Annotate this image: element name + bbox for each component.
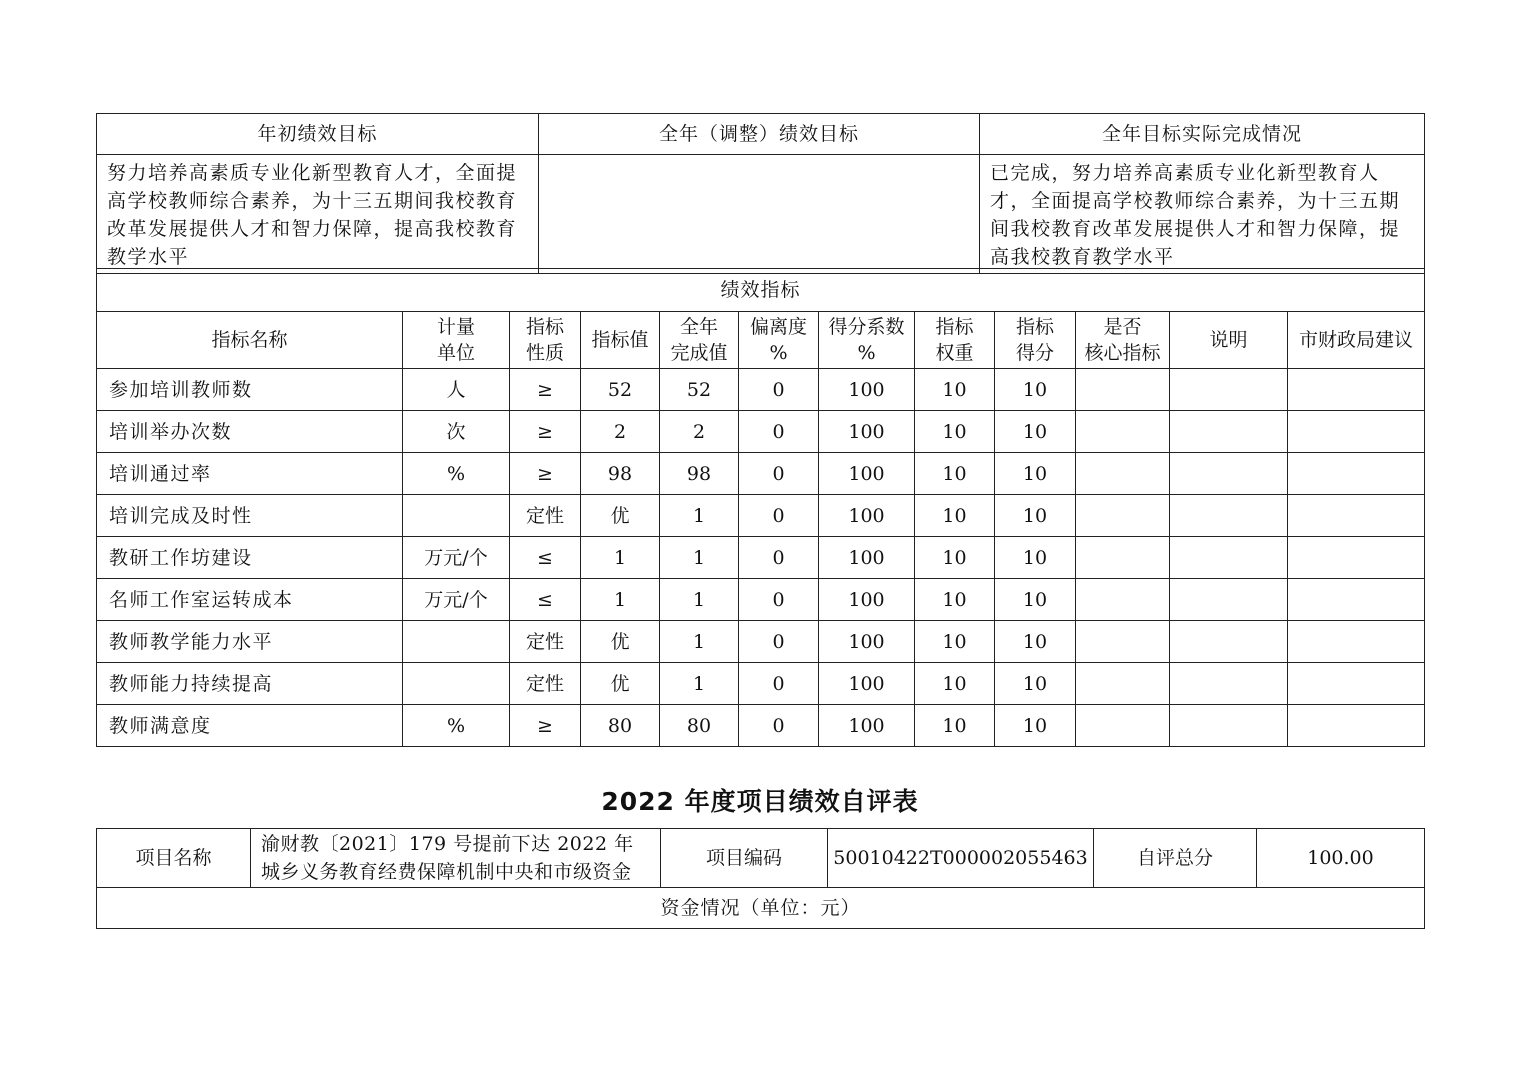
indicator-cell: 万元/个 — [403, 579, 510, 621]
indicator-cell: ≤ — [510, 537, 581, 579]
indicator-name: 教研工作坊建设 — [97, 537, 403, 579]
indicator-header-cell: 计量 单位 — [403, 312, 510, 369]
indicator-cell — [1170, 621, 1288, 663]
indicator-cell: 52 — [660, 369, 739, 411]
indicator-cell: 100 — [819, 369, 915, 411]
indicator-cell — [1170, 411, 1288, 453]
indicator-cell — [1076, 663, 1170, 705]
actual-completion-text: 已完成，努力培养高素质专业化新型教育人才，全面提高学校教师综合素养，为十三五期间我校教育改革发展提供人才和智力保障，提高我校教育教学水平 — [980, 155, 1425, 274]
indicator-cell: 10 — [915, 663, 995, 705]
indicator-cell — [1288, 663, 1425, 705]
indicator-name: 教师能力持续提高 — [97, 663, 403, 705]
indicator-cell: 2 — [581, 411, 660, 453]
indicator-cell: ≥ — [510, 369, 581, 411]
indicator-cell: 1 — [581, 537, 660, 579]
indicator-header-cell: 是否 核心指标 — [1076, 312, 1170, 369]
indicator-cell — [1076, 705, 1170, 747]
project-summary-table — [96, 828, 1425, 929]
indicator-cell: 100 — [819, 663, 915, 705]
indicator-cell: 100 — [819, 621, 915, 663]
indicator-cell: 10 — [995, 453, 1076, 495]
self-score-label: 自评总分 — [1094, 829, 1257, 888]
indicator-cell: 10 — [995, 369, 1076, 411]
indicator-cell: 10 — [995, 663, 1076, 705]
indicator-header-cell: 指标 性质 — [510, 312, 581, 369]
indicator-cell: 定性 — [510, 495, 581, 537]
indicator-cell: 52 — [581, 369, 660, 411]
indicator-cell: 1 — [581, 579, 660, 621]
indicator-cell — [1288, 411, 1425, 453]
indicator-cell — [403, 495, 510, 537]
indicator-cell: 80 — [660, 705, 739, 747]
indicator-cell: 98 — [660, 453, 739, 495]
indicator-cell: ≥ — [510, 453, 581, 495]
indicator-row — [97, 621, 1425, 663]
indicator-cell: 10 — [915, 537, 995, 579]
indicator-cell — [1170, 495, 1288, 537]
indicator-cell — [1288, 369, 1425, 411]
indicator-cell — [1288, 621, 1425, 663]
goals-table — [96, 113, 1425, 274]
indicator-cell: 10 — [995, 579, 1076, 621]
indicator-header-cell: 得分系数 % — [819, 312, 915, 369]
indicator-cell — [1170, 663, 1288, 705]
indicator-cell: 0 — [739, 411, 819, 453]
indicator-name: 培训完成及时性 — [97, 495, 403, 537]
indicator-cell: 优 — [581, 621, 660, 663]
indicators-header-row — [97, 312, 1425, 369]
indicator-cell — [1288, 495, 1425, 537]
adjusted-goal-text — [539, 155, 980, 274]
indicator-cell: 10 — [915, 579, 995, 621]
indicator-cell: 100 — [819, 537, 915, 579]
project-name-value: 渝财教〔2021〕179 号提前下达 2022 年城乡义务教育经费保障机制中央和市级资金 — [251, 829, 661, 888]
page-heading: 2022 年度项目绩效自评表 — [601, 787, 919, 816]
actual-completion-header: 全年目标实际完成情况 — [980, 114, 1425, 155]
indicator-cell — [1170, 369, 1288, 411]
indicator-cell: 10 — [915, 369, 995, 411]
indicator-cell: ≤ — [510, 579, 581, 621]
indicator-cell: 0 — [739, 705, 819, 747]
indicator-header-cell: 指标值 — [581, 312, 660, 369]
indicator-name: 教师满意度 — [97, 705, 403, 747]
indicator-cell: 98 — [581, 453, 660, 495]
indicator-cell — [1170, 705, 1288, 747]
indicator-cell: 1 — [660, 495, 739, 537]
indicator-row — [97, 705, 1425, 747]
indicator-cell: 0 — [739, 537, 819, 579]
indicator-cell: 优 — [581, 663, 660, 705]
indicator-cell: 1 — [660, 579, 739, 621]
indicator-cell: 0 — [739, 621, 819, 663]
indicator-cell: 0 — [739, 369, 819, 411]
indicator-cell: % — [403, 705, 510, 747]
indicator-cell: 定性 — [510, 621, 581, 663]
indicator-cell — [1076, 579, 1170, 621]
indicator-cell: 10 — [915, 621, 995, 663]
indicator-cell — [1288, 537, 1425, 579]
indicator-header-cell: 指标 权重 — [915, 312, 995, 369]
indicator-cell: ≥ — [510, 705, 581, 747]
indicator-cell: 人 — [403, 369, 510, 411]
indicator-header-cell: 指标 得分 — [995, 312, 1076, 369]
indicator-row — [97, 369, 1425, 411]
indicator-cell: 80 — [581, 705, 660, 747]
adjusted-goal-header: 全年（调整）绩效目标 — [539, 114, 980, 155]
indicator-cell — [1170, 579, 1288, 621]
indicator-cell: 10 — [915, 453, 995, 495]
indicators-table — [96, 268, 1425, 747]
indicator-cell: 0 — [739, 663, 819, 705]
indicator-cell: 0 — [739, 579, 819, 621]
indicator-cell: 万元/个 — [403, 537, 510, 579]
indicator-cell — [1170, 453, 1288, 495]
project-name-label: 项目名称 — [97, 829, 251, 888]
indicator-cell — [1076, 621, 1170, 663]
initial-goal-text: 努力培养高素质专业化新型教育人才，全面提高学校教师综合素养，为十三五期间我校教育改革发展提供人才和智力保障，提高我校教育教学水平 — [97, 155, 539, 274]
indicator-header-cell: 全年 完成值 — [660, 312, 739, 369]
indicator-cell: 100 — [819, 453, 915, 495]
indicator-row — [97, 663, 1425, 705]
indicator-cell: 1 — [660, 663, 739, 705]
indicator-cell: 100 — [819, 495, 915, 537]
indicator-cell — [403, 621, 510, 663]
indicator-cell: 10 — [995, 621, 1076, 663]
indicator-cell: 次 — [403, 411, 510, 453]
indicator-name: 培训通过率 — [97, 453, 403, 495]
indicator-header-cell: 指标名称 — [97, 312, 403, 369]
indicator-cell: 0 — [739, 453, 819, 495]
indicator-cell: 100 — [819, 705, 915, 747]
indicator-cell — [1076, 369, 1170, 411]
indicator-cell: 1 — [660, 537, 739, 579]
indicator-row — [97, 579, 1425, 621]
indicator-cell: 0 — [739, 495, 819, 537]
indicator-cell — [1076, 537, 1170, 579]
indicator-row — [97, 453, 1425, 495]
indicator-cell: 10 — [915, 495, 995, 537]
indicator-name: 培训举办次数 — [97, 411, 403, 453]
indicator-cell: 1 — [660, 621, 739, 663]
funds-label: 资金情况（单位：元） — [97, 888, 1425, 929]
indicator-cell — [1076, 495, 1170, 537]
indicator-header-cell: 市财政局建议 — [1288, 312, 1425, 369]
indicator-name: 参加培训教师数 — [97, 369, 403, 411]
indicator-cell — [1170, 537, 1288, 579]
indicator-cell: 10 — [995, 495, 1076, 537]
project-code-label: 项目编码 — [661, 829, 828, 888]
indicator-cell: 2 — [660, 411, 739, 453]
indicators-title: 绩效指标 — [97, 269, 1425, 312]
indicator-cell: 10 — [995, 537, 1076, 579]
indicator-cell — [1288, 579, 1425, 621]
indicators-body — [97, 369, 1425, 747]
indicator-cell: % — [403, 453, 510, 495]
indicator-row — [97, 411, 1425, 453]
indicator-row — [97, 537, 1425, 579]
indicator-cell: 优 — [581, 495, 660, 537]
indicator-cell: 100 — [819, 411, 915, 453]
indicator-row — [97, 495, 1425, 537]
indicator-cell: 10 — [995, 705, 1076, 747]
indicator-cell: ≥ — [510, 411, 581, 453]
indicator-cell — [1288, 453, 1425, 495]
indicator-cell — [1288, 705, 1425, 747]
indicator-cell — [1076, 411, 1170, 453]
indicator-header-cell: 偏离度 % — [739, 312, 819, 369]
project-code-value: 50010422T000002055463 — [828, 829, 1094, 888]
initial-goal-header: 年初绩效目标 — [97, 114, 539, 155]
indicator-header-cell: 说明 — [1170, 312, 1288, 369]
indicator-cell: 10 — [915, 705, 995, 747]
indicator-cell: 定性 — [510, 663, 581, 705]
indicator-cell: 10 — [995, 411, 1076, 453]
indicator-cell — [403, 663, 510, 705]
indicator-cell — [1076, 453, 1170, 495]
indicator-name: 教师教学能力水平 — [97, 621, 403, 663]
indicator-cell: 100 — [819, 579, 915, 621]
self-score-value: 100.00 — [1257, 829, 1425, 888]
indicator-name: 名师工作室运转成本 — [97, 579, 403, 621]
indicator-cell: 10 — [915, 411, 995, 453]
